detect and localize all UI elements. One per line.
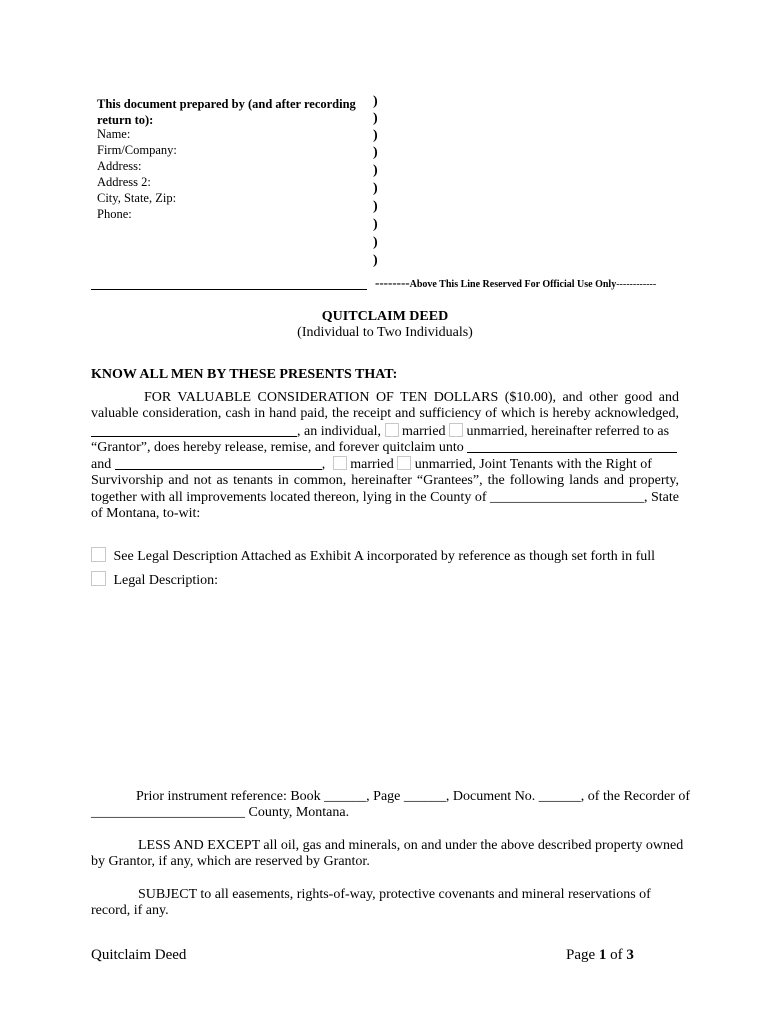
less-line2: by Grantor, if any, which are reserved by Grantor. xyxy=(91,854,370,870)
para1-line1: FOR VALUABLE CONSIDERATION OF TEN DOLLARS ($10.00), and other good and xyxy=(144,390,679,405)
prior-line1: Prior instrument reference: Book ______, Page ______, Document No. ______, of the Recorder of xyxy=(136,789,691,804)
page-indicator xyxy=(566,947,634,964)
exhibit-checkbox[interactable] xyxy=(91,547,106,562)
para1-line5-and: and xyxy=(91,457,112,473)
field-name: Name: xyxy=(97,127,131,141)
grantor-married-checkbox[interactable] xyxy=(385,423,399,437)
paren-mark: ) xyxy=(373,253,378,268)
field-address: Address: xyxy=(97,159,142,173)
preparer-heading-line1: This document prepared by (and after recording xyxy=(97,97,356,111)
document-subtitle: (Individual to Two Individuals) xyxy=(297,325,473,340)
preparer-fields xyxy=(97,126,177,222)
option-legal xyxy=(91,571,218,589)
subject-paragraph xyxy=(91,887,679,920)
para1-line3-text-b: unmarried, hereinafter referred to as xyxy=(466,423,670,439)
of-word: of xyxy=(610,947,623,963)
legal-description-checkbox[interactable] xyxy=(91,571,106,586)
para1-line3 xyxy=(91,423,679,440)
paren-mark: ) xyxy=(373,128,378,143)
prior-instrument-paragraph xyxy=(91,789,691,822)
field-city-state-zip: City, State, Zip: xyxy=(97,191,177,205)
intro-heading: KNOW ALL MEN BY THESE PRESENTS THAT: xyxy=(91,367,398,382)
field-firm: Firm/Company: xyxy=(97,143,177,157)
document-title: QUITCLAIM DEED xyxy=(321,309,449,324)
grantee1-name-blank[interactable] xyxy=(467,440,677,453)
subject-line1: SUBJECT to all easements, rights-of-way, protective covenants and mineral reservations of xyxy=(138,887,651,902)
paren-mark: ) xyxy=(373,94,378,109)
grantee-unmarried-checkbox[interactable] xyxy=(397,456,411,470)
signature-rule xyxy=(91,289,367,290)
para1-line5 xyxy=(91,456,679,473)
grantor-name-blank[interactable] xyxy=(91,424,297,437)
page-total: 3 xyxy=(626,947,634,963)
field-address2: Address 2: xyxy=(97,175,151,189)
footer-title: Quitclaim Deed xyxy=(91,947,187,963)
para1-line5-comma: , xyxy=(321,457,326,473)
paren-mark: ) xyxy=(373,199,378,214)
paren-mark: ) xyxy=(373,163,378,178)
married-label: married xyxy=(402,423,446,439)
para1-line3-text-a: , an individual, xyxy=(297,423,381,439)
legal-description-label: Legal Description: xyxy=(113,573,219,588)
para1-line4-text: “Grantor”, does hereby release, remise, and forever quitclaim unto xyxy=(91,439,464,455)
grantor-unmarried-checkbox[interactable] xyxy=(449,423,463,437)
paren-mark: ) xyxy=(373,217,378,232)
less-except-paragraph xyxy=(91,838,684,871)
para1-line7: together with all improvements located thereon, lying in the County of ______________________, State xyxy=(91,489,679,505)
grantee-married-checkbox[interactable] xyxy=(333,456,347,470)
page-word: Page xyxy=(566,947,596,963)
grantee2-name-blank[interactable] xyxy=(115,457,322,470)
para1-line6: Survivorship and not as tenants in common, hereinafter “Grantees”, the following lands and property, xyxy=(91,473,679,489)
field-phone: Phone: xyxy=(97,207,132,221)
reserved-line xyxy=(375,275,656,291)
consideration-paragraph xyxy=(91,390,679,522)
reserved-dashes-left: -------- xyxy=(375,275,410,290)
page-number: 1 xyxy=(598,947,607,963)
less-line1: LESS AND EXCEPT all oil, gas and minerals, on and under the above described property owned xyxy=(138,838,684,853)
paren-mark: ) xyxy=(373,181,378,196)
preparer-heading-line2: return to): xyxy=(97,113,154,127)
married-label: married xyxy=(350,457,394,473)
paren-mark: ) xyxy=(373,111,378,126)
para1-line4 xyxy=(91,440,679,456)
para1-line2: valuable consideration, cash in hand paid, the receipt and sufficiency of which is hereby acknowledged, xyxy=(91,406,679,422)
option-exhibit xyxy=(91,547,655,565)
paren-mark: ) xyxy=(373,145,378,160)
subject-line2: record, if any. xyxy=(91,903,169,919)
reserved-dashes-right: ------------ xyxy=(616,279,657,290)
prior-line2: ______________________ County, Montana. xyxy=(91,805,350,821)
paren-mark: ) xyxy=(373,235,378,250)
para1-line8: of Montana, to-wit: xyxy=(91,506,201,522)
para1-line5-text: unmarried, Joint Tenants with the Right of xyxy=(414,457,652,473)
exhibit-label: See Legal Description Attached as Exhibit A incorporated by reference as though set forth in full xyxy=(113,549,656,564)
preparer-heading xyxy=(97,96,356,128)
reserved-label: Above This Line Reserved For Official Use Only xyxy=(409,279,617,290)
